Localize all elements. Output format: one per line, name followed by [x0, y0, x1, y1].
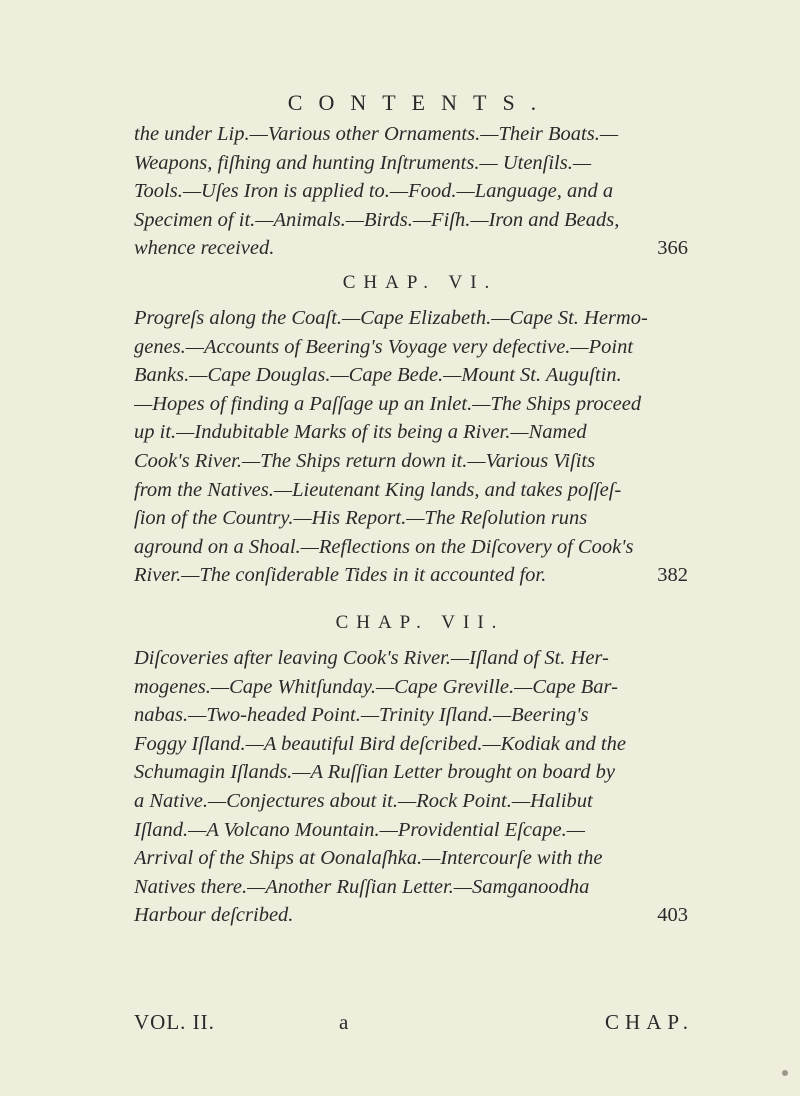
entry-line: Progreſs along the Coaſt.—Cape Elizabeth.—Cape St. Hermo- — [134, 307, 648, 329]
contents-entry-chap-v-continued — [134, 120, 694, 263]
signature-mark: a — [339, 1010, 349, 1034]
entry-last-line — [134, 234, 694, 263]
chapter-heading-vi: CHAP. VI. — [342, 272, 498, 293]
entry-line: Diſcoveries after leaving Cook's River.—Iſland of St. Her- — [134, 647, 609, 669]
entry-text: whence received. — [134, 237, 275, 260]
entry-line: up it.—Indubitable Marks of its being a River.—Named — [134, 421, 587, 444]
catchword: CHAP. — [605, 1010, 694, 1034]
contents-entry-chap-vii — [134, 644, 694, 930]
paper-speck — [782, 1070, 788, 1076]
page-number: 382 — [657, 564, 688, 587]
entry-line: Iſland.—A Volcano Mountain.—Providential Eſcape.— — [134, 818, 585, 841]
entry-line: ſion of the Country.—His Report.—The Reſolution runs — [134, 507, 588, 530]
entry-line: genes.—Accounts of Beering's Voyage very defective.—Point — [134, 335, 634, 358]
entry-line: the under Lip.—Various other Ornaments.—Their Boats.— — [134, 123, 619, 145]
chapter-heading-vii: CHAP. VII. — [335, 612, 505, 633]
entry-line: Tools.—Uſes Iron is applied to.—Food.—Language, and a — [134, 180, 614, 203]
entry-line: Banks.—Cape Douglas.—Cape Bede.—Mount St. Auguſtin. — [134, 364, 622, 387]
entry-line: mogenes.—Cape Whitſunday.—Cape Greville.—Cape Bar- — [134, 675, 618, 698]
entry-line: Arrival of the Ships at Oonalaſhka.—Intercourſe with the — [134, 847, 603, 870]
page-number: 403 — [657, 904, 688, 927]
entry-line: a Native.—Conjectures about it.—Rock Point.—Halibut — [134, 789, 593, 812]
running-head: CONTENTS. — [287, 90, 553, 115]
entry-line: Schumagin Iſlands.—A Ruſſian Letter brought on board by — [134, 761, 615, 784]
contents-entry-chap-vi — [134, 304, 694, 590]
entry-text: Harbour deſcribed. — [134, 904, 294, 927]
entry-line: from the Natives.—Lieutenant King lands, and takes poſſeſ- — [134, 478, 622, 501]
entry-line: —Hopes of finding a Paſſage up an Inlet.—The Ships proceed — [134, 392, 642, 415]
entry-line: nabas.—Two-headed Point.—Trinity Iſland.—Beering's — [134, 704, 589, 727]
entry-line: Foggy Iſland.—A beautiful Bird deſcribed.—Kodiak and the — [134, 732, 626, 755]
volume-label: VOL. II. — [134, 1010, 215, 1034]
entry-line: Cook's River.—The Ships return down it.—Various Viſits — [134, 449, 596, 472]
entry-line: Weapons, fiſhing and hunting Inſtruments.— Utenſils.— — [134, 151, 592, 174]
entry-last-line — [134, 901, 694, 930]
entry-line: Specimen of it.—Animals.—Birds.—Fiſh.—Iron and Beads, — [134, 208, 620, 231]
entry-line: Natives there.—Another Ruſſian Letter.—Samganoodha — [134, 875, 590, 898]
page-number: 366 — [657, 237, 688, 260]
entry-last-line — [134, 561, 694, 590]
entry-text: River.—The conſiderable Tides in it accounted for. — [134, 564, 547, 587]
entry-line: aground on a Shoal.—Reflections on the Diſcovery of Cook's — [134, 535, 634, 558]
